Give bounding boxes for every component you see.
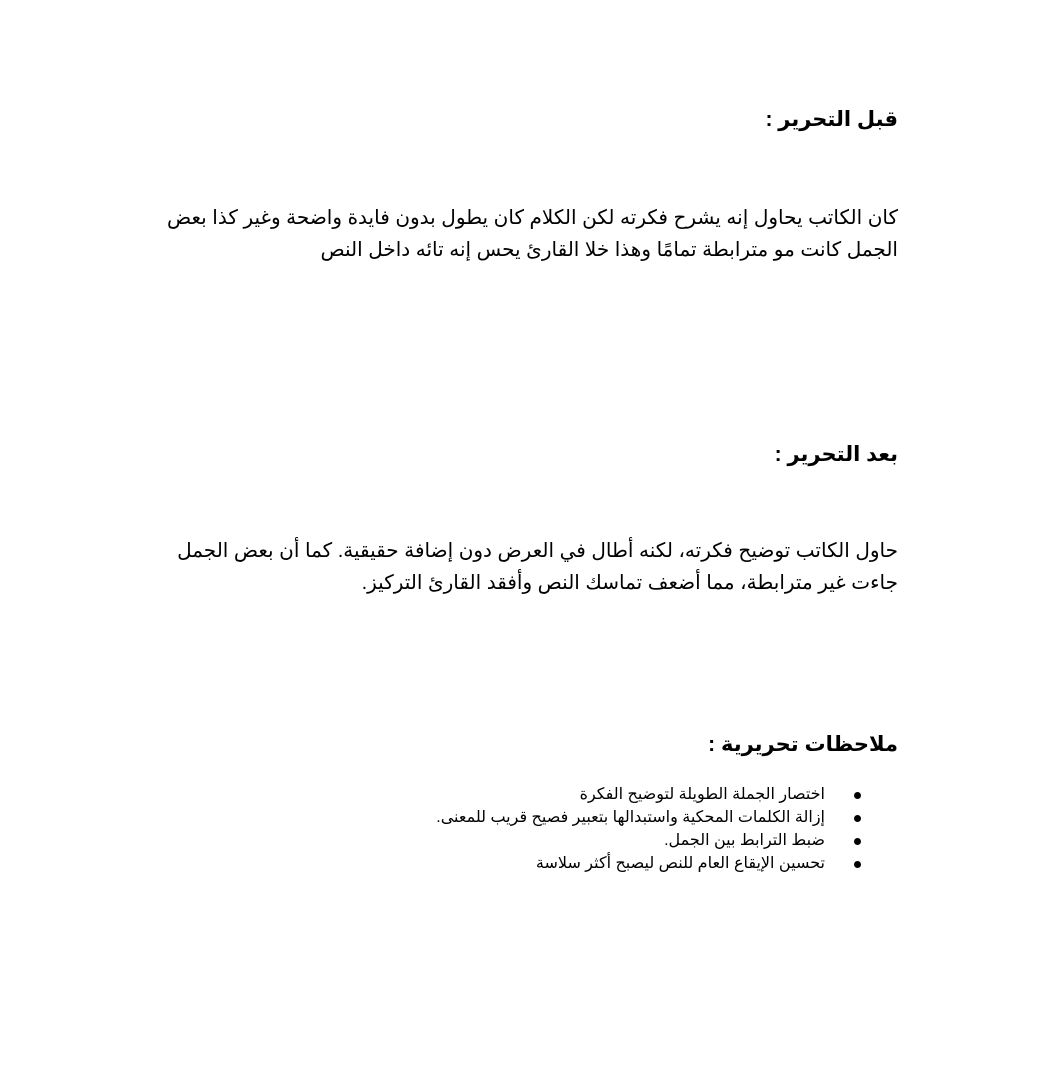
after-edit-paragraph: حاول الكاتب توضيح فكرته، لكنه أطال في العرض دون إضافة حقيقية. كما أن بعض الجمل جاءت غير مترابطة، مما أضعف تماسك النص وأفقد القارئ التركيز.: [177, 540, 898, 594]
list-item: [436, 806, 863, 829]
list-item: [436, 829, 863, 852]
before-edit-paragraph: كان الكاتب يحاول إنه يشرح فكرته لكن الكلام كان يطول بدون فايدة واضحة وغير كذا بعض الجمل كانت مو مترابطة تمامًا وهذا خلا القارئ يحس إنه تائه داخل النص: [167, 207, 898, 261]
before-edit-heading: قبل التحرير :: [765, 108, 898, 131]
bullet-icon: [854, 838, 861, 845]
list-item: [436, 783, 863, 806]
list-item-text: إزالة الكلمات المحكية واستبدالها بتعبير فصيح قريب للمعنى.: [436, 809, 825, 826]
bullet-icon: [854, 792, 861, 799]
list-item-text: ضبط الترابط بين الجمل.: [664, 832, 825, 849]
bullet-icon: [854, 861, 861, 868]
bullet-icon: [854, 815, 861, 822]
list-item-text: اختصار الجملة الطويلة لتوضيح الفكرة: [579, 786, 825, 803]
list-item: [436, 852, 863, 875]
editorial-notes-heading: ملاحظات تحريرية :: [708, 733, 898, 756]
list-item-text: تحسين الإيقاع العام للنص ليصبح أكثر سلاسة: [535, 855, 825, 872]
editorial-notes-list: [436, 783, 863, 875]
after-edit-heading: بعد التحرير :: [774, 443, 898, 466]
